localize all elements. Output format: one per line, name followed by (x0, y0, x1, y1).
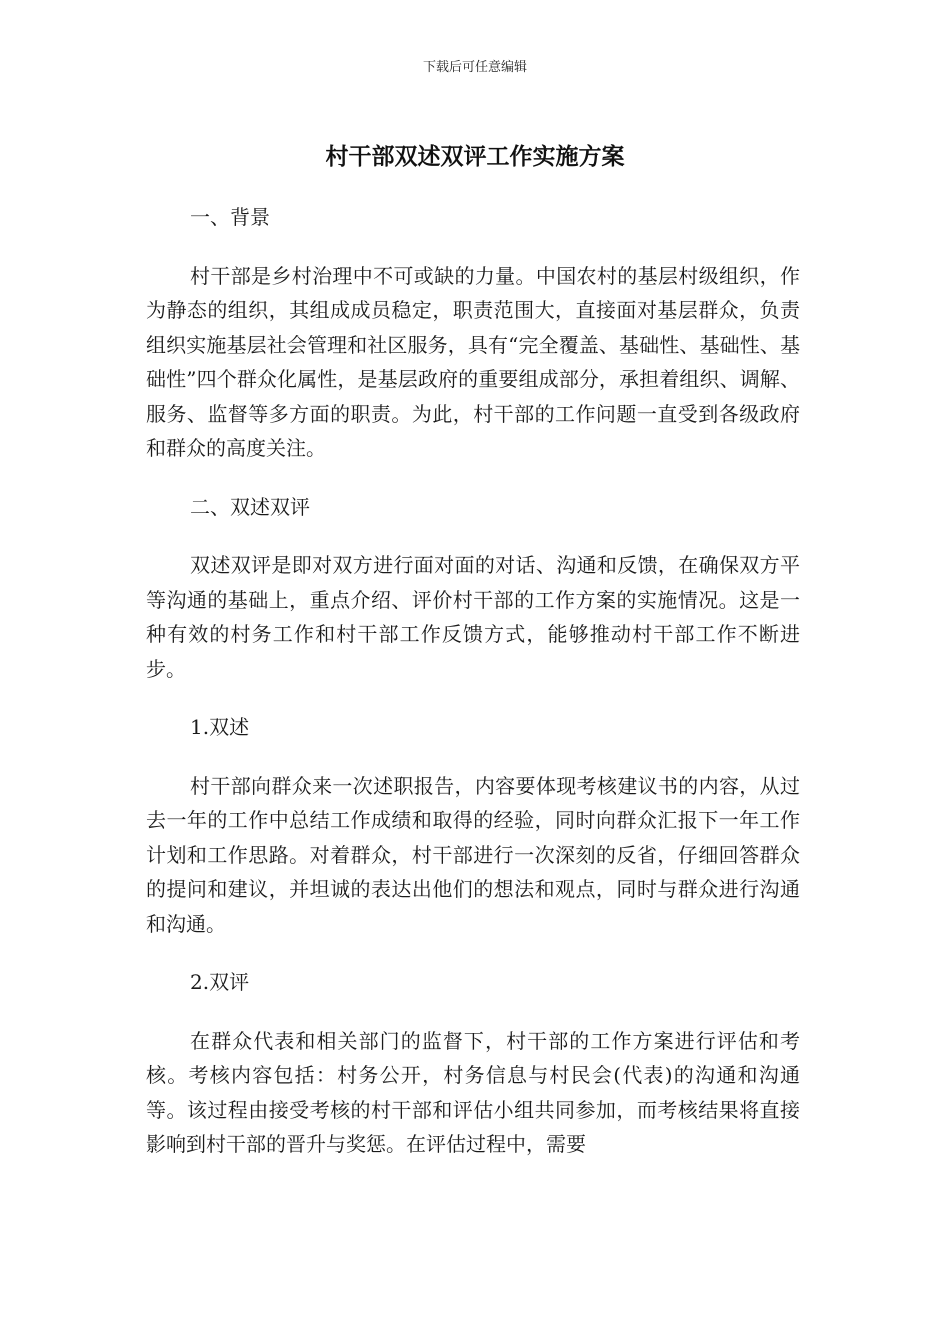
document-body (146, 200, 800, 1162)
paragraph-dual-evaluation: 在群众代表和相关部门的监督下，村干部的工作方案进行评估和考核。考核内容包括：村务公开，村务信息与村民会(代表)的沟通和沟通等。该过程由接受考核的村干部和评估小组共同参加，而考核结果将直接影响到村干部的晋升与奖惩。在评估过程中，需要 (146, 1028, 800, 1156)
section-heading-dual-review: 二、双述双评 (190, 494, 310, 519)
section-heading-background: 一、背景 (190, 205, 270, 229)
paragraph-background: 村干部是乡村治理中不可或缺的力量。中国农村的基层村级组织，作为静态的组织，其组成成员稳定，职责范围大，直接面对基层群众，负责组织实施基层社会管理和社区服务，具有“完全覆盖、基础性、基础性、基础性”四个群众化属性，是基层政府的重要组成部分，承担着组织、调解、服务、监督等多方面的职责。为此，村干部的工作问题一直受到各级政府和群众的高度关注。 (146, 263, 800, 460)
paragraph-dual-review: 双述双评是即对双方进行面对面的对话、沟通和反馈，在确保双方平等沟通的基础上，重点介绍、评价村干部的工作方案的实施情况。这是一种有效的村务工作和村干部工作反馈方式，能够推动村干部工作不断进步。 (146, 553, 800, 681)
subsection-heading-dual-evaluation: 2.双评 (190, 970, 250, 994)
paragraph-dual-report: 村干部向群众来一次述职报告，内容要体现考核建议书的内容，从过去一年的工作中总结工作成绩和取得的经验，同时向群众汇报下一年工作计划和工作思路。对着群众，村干部进行一次深刻的反省，仔细回答群众的提问和建议，并坦诚的表达出他们的想法和观点，同时与群众进行沟通和沟通。 (146, 773, 800, 936)
document-title: 村干部双述双评工作实施方案 (325, 144, 625, 170)
page-header-note: 下载后可任意编辑 (422, 60, 527, 75)
subsection-heading-dual-report: 1.双述 (190, 715, 250, 739)
